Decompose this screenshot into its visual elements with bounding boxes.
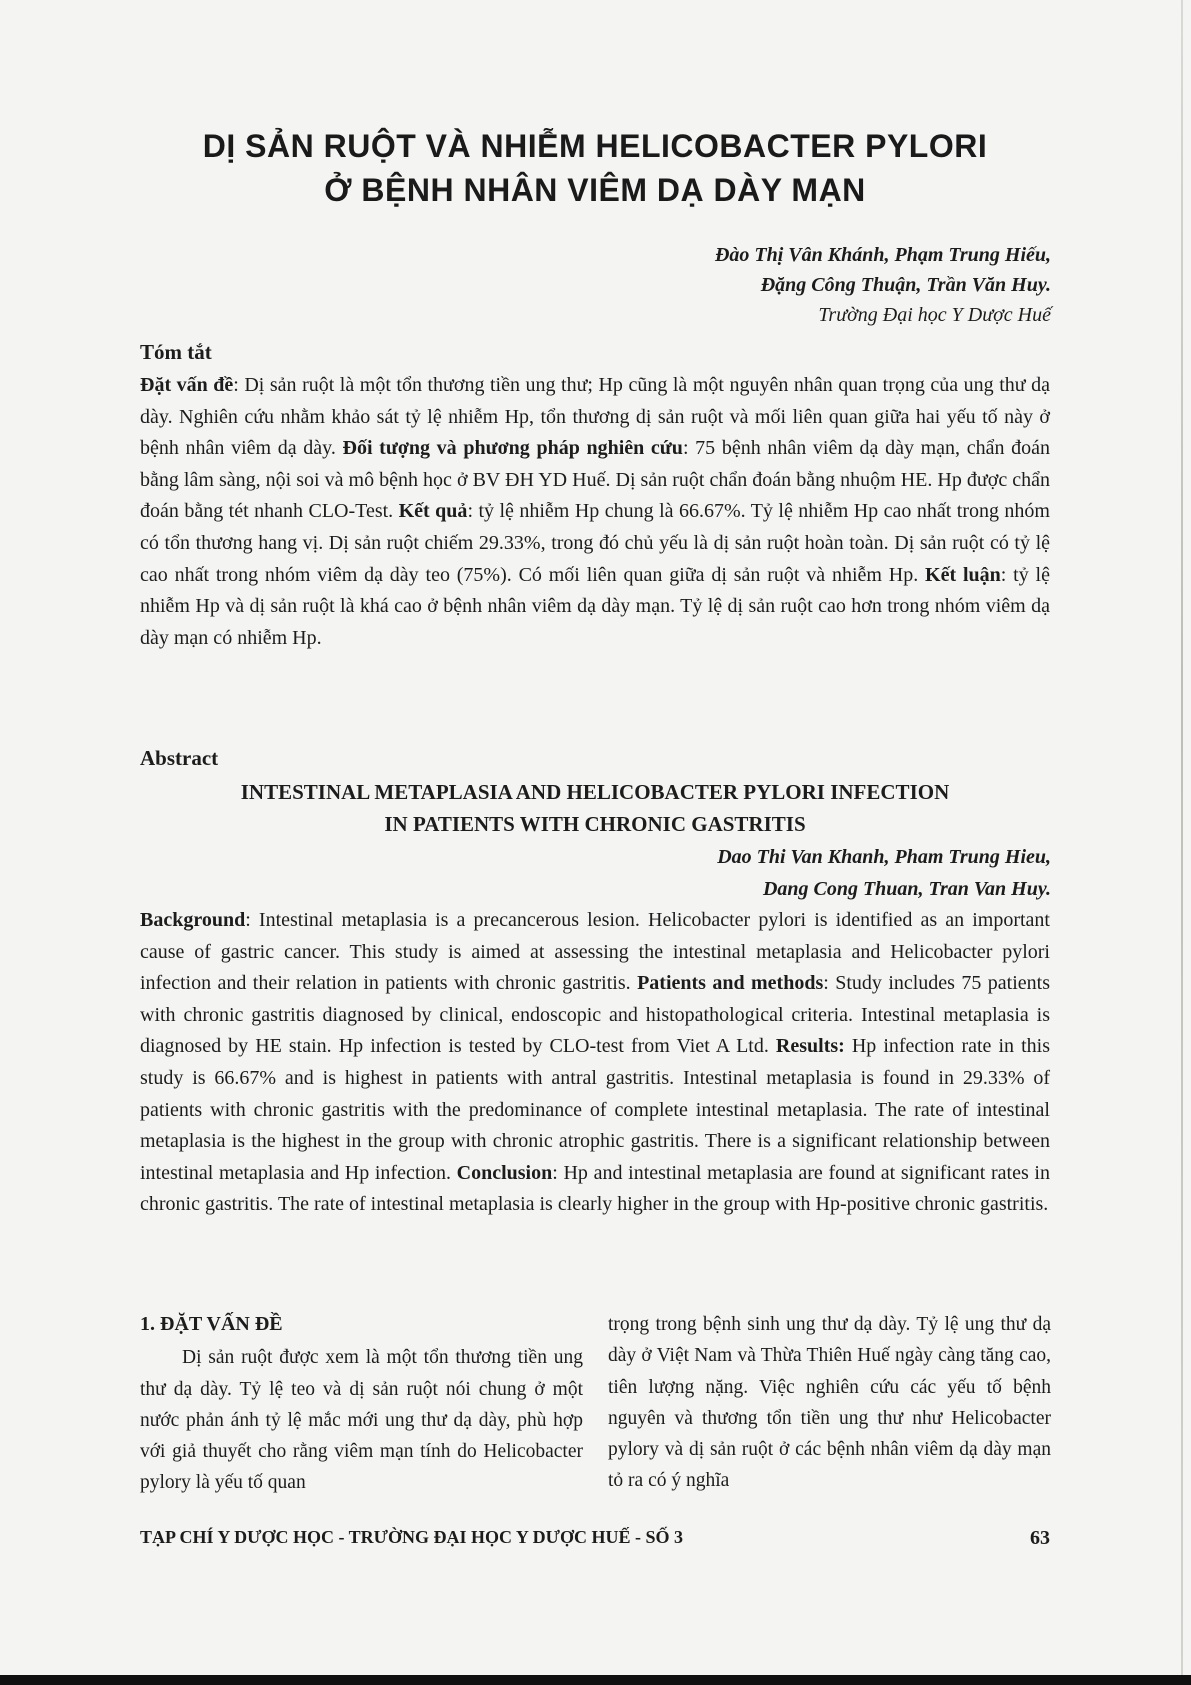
summary-results-text: : tỷ lệ nhiễm Hp chung là 66.67%. Tỷ lệ nhiễm Hp cao nhất trong nhóm có tổn thương hang vị. Dị sản ruột chiếm 29.33%, trong đó chủ yếu là dị sản ruột hoàn toàn. Dị sản ruột có tỷ lệ cao nhất trong nhóm viêm dạ dày teo (75%). Có mối liên quan giữa dị sản ruột và nhiễm Hp. [140, 500, 1050, 586]
section-1-left-text: Dị sản ruột được xem là một tổn thương tiền ung thư dạ dày. Tỷ lệ teo và dị sản ruột nói chung ở một nước phản ánh tỷ lệ mắc mới ung thư dạ dày, phù hợp với giả thuyết cho rằng viêm mạn tính do Helicobacter pylory là yếu tố quan [140, 1347, 583, 1494]
page-number: 63 [1030, 1527, 1050, 1549]
summary-methods-label: Đối tượng và phương pháp nghiên cứu [342, 437, 683, 460]
summary-methods-text: : 75 bệnh nhân viêm dạ dày mạn, chẩn đoán bằng lâm sàng, nội soi và mô bệnh học ở BV ĐH YD Huế. Dị sản ruột chẩn đoán bằng nhuộm HE. Hp được chẩn đoán bằng tét nhanh CLO-Test. [140, 437, 1050, 523]
abstract-conclusion-label: Conclusion [456, 1161, 553, 1184]
article-title [90, 124, 1100, 212]
summary-results-label: Kết quả [398, 500, 468, 523]
abstract-paragraph [140, 905, 1050, 1221]
summary-conclusion-text: : tỷ lệ nhiễm Hp và dị sản ruột là khá cao ở bệnh nhân viêm dạ dày mạn. Tỷ lệ dị sản ruột cao hơn trong nhóm viêm dạ dày mạn có nhiễm Hp. [140, 563, 1050, 649]
affiliation: Trường Đại học Y Dược Huế [818, 304, 1051, 326]
page-edge-shadow [1181, 0, 1183, 1685]
english-title-line-1: INTESTINAL METAPLASIA AND HELICOBACTER PYLORI INFECTION [240, 780, 950, 804]
abstract-heading: Abstract [140, 746, 219, 770]
abstract-background-text: : Intestinal metaplasia is a precancerous lesion. Helicobacter pylori is identified as an important cause of gastric cancer. This study is aimed at assessing the intestinal metaplasia and Helicobacter pylori infection and their relation in patients with chronic gastritis. [140, 909, 1050, 995]
summary-heading: Tóm tắt [140, 340, 212, 364]
section-1-right-text: trọng trong bệnh sinh ung thư dạ dày. Tỷ lệ ung thư dạ dày ở Việt Nam và Thừa Thiên Huế ngày càng tăng cao, tiên lượng nặng. Việc nghiên cứu các yếu tố bệnh nguyên và thương tổn tiền ung thư như Helicobacter pylory và dị sản ruột ở các bệnh nhân viêm dạ dày mạn tỏ ra có ý nghĩa [608, 1314, 1051, 1492]
english-title-line-2: IN PATIENTS WITH CHRONIC GASTRITIS [384, 812, 806, 836]
summary-background-text: : Dị sản ruột là một tổn thương tiền ung thư; Hp cũng là một nguyên nhân quan trọng của ung thư dạ dày. Nghiên cứu nhằm khảo sát tỷ lệ nhiễm Hp, tổn thương dị sản ruột và mối liên quan giữa hai yếu tố này ở bệnh nhân viêm dạ dày. [140, 374, 1050, 460]
page-footer [140, 1527, 1050, 1548]
abstract-background-label: Background [140, 909, 246, 931]
article-title-line-1: DỊ SẢN RUỘT VÀ NHIỄM HELICOBACTER PYLORI [202, 128, 988, 164]
abstract-conclusion-text: : Hp and intestinal metaplasia are found at significant rates in chronic gastritis. The rate of intestinal metaplasia is clearly higher in the group with Hp-positive chronic gastritis. [140, 1161, 1050, 1216]
summary-conclusion-label: Kết luận [925, 563, 1001, 586]
authors-vi-line-1: Đào Thị Vân Khánh, Phạm Trung Hiếu, [714, 244, 1051, 266]
journal-name: TẠP CHÍ Y DƯỢC HỌC - TRƯỜNG ĐẠI HỌC Y DƯỢC HUẾ - SỐ 3 [140, 1527, 684, 1547]
authors-en-line-1: Dao Thi Van Khanh, Pham Trung Hieu, [717, 846, 1051, 868]
section-1-heading: 1. ĐẶT VẤN ĐỀ [140, 1313, 283, 1335]
abstract-results-text: Hp infection rate in this study is 66.67% and is highest in patients with antral gastritis. Intestinal metaplasia is found in 29.33% of patients with chronic gastritis with the predominance of complete intestinal metaplasia. The rate of intestinal metaplasia is the highest in the group with chronic atrophic gastritis. There is a significant relationship between intestinal metaplasia and Hp infection. [140, 1035, 1050, 1184]
scan-bottom-edge [0, 1675, 1191, 1685]
body-column-left [140, 1309, 583, 1499]
english-title [140, 776, 1050, 840]
article-title-line-2: Ở BỆNH NHÂN VIÊM DẠ DÀY MẠN [324, 172, 866, 208]
summary-background-label: Đặt vấn đề [140, 374, 234, 396]
abstract-results-label: Results: [775, 1035, 845, 1058]
abstract-methods-text: : Study includes 75 patients with chronic gastritis diagnosed by clinical, endoscopic and histopathological criteria. Intestinal metaplasia is diagnosed by HE stain. Hp infection is tested by CLO-test from Viet A Ltd. [140, 972, 1051, 1058]
summary-paragraph [140, 370, 1050, 654]
authors-english [717, 842, 1051, 905]
authors-vietnamese [715, 240, 1051, 330]
authors-vi-line-2: Đặng Công Thuận, Trần Văn Huy. [760, 274, 1051, 296]
authors-en-line-2: Dang Cong Thuan, Tran Van Huy. [762, 877, 1051, 900]
body-column-right [608, 1309, 1051, 1497]
abstract-methods-label: Patients and methods [637, 972, 824, 995]
